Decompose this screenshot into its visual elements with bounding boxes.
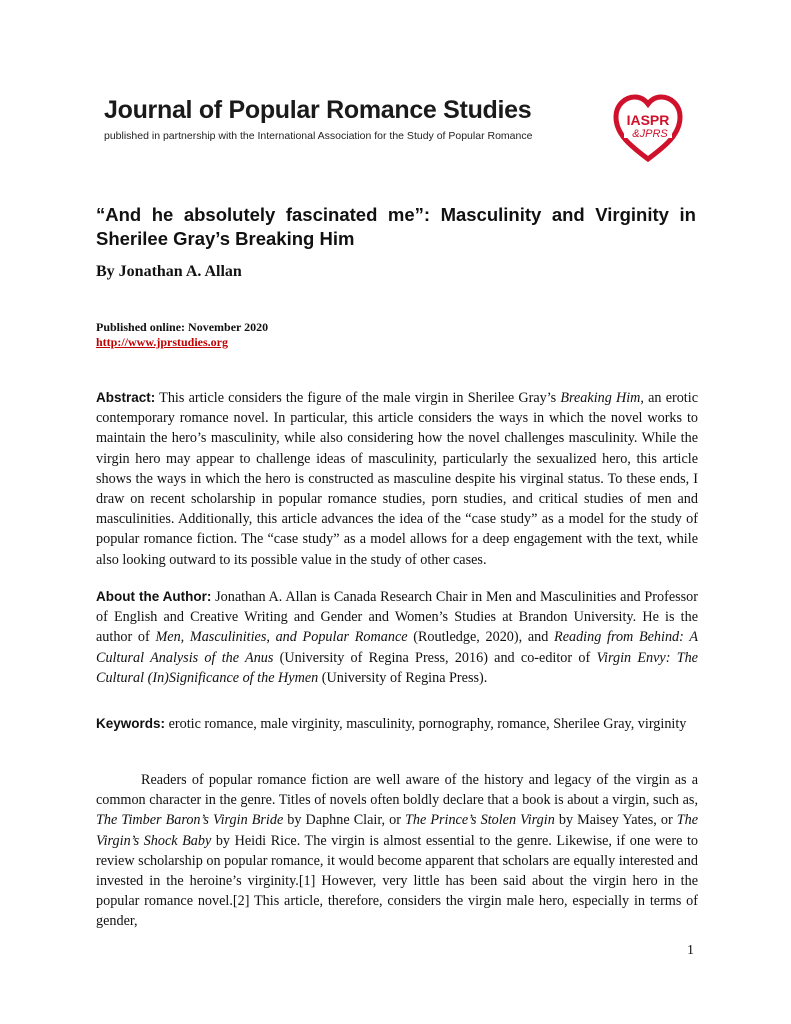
title-word: me”:	[387, 204, 431, 225]
body-text: by Daphne Clair, or	[283, 812, 405, 829]
title-word: in	[679, 204, 696, 225]
journal-title: Journal of Popular Romance Studies	[104, 96, 532, 124]
title-word: Masculinity	[440, 204, 542, 225]
body-text: by Heidi Rice. The virgin is almost essential to the genre. Likewise, if one were to review scholarship on popular romance, it would become apparent that scholars are equally interested and invested in the heroine’s virginity.[1] However, very little has been said about the virgin hero in the popular romance novel.[2] This article, therefore, considers the virgin male hero, especially in terms of gender,	[96, 832, 698, 930]
article-title-line-1	[96, 203, 696, 227]
logo-text-iaspr: IASPR	[626, 112, 670, 128]
about-text: (University of Regina Press).	[318, 669, 488, 686]
published-online-date: Published online: November 2020	[96, 320, 269, 334]
title-word: fascinated	[285, 204, 378, 225]
abstract-label: Abstract:	[96, 390, 156, 405]
body-book-title: The Timber Baron’s Virgin Bride	[96, 812, 284, 829]
keywords-text: erotic romance, male virginity, masculinity, pornography, romance, Sherilee Gray, virginity	[165, 716, 687, 732]
about-book-title: Reading from Behind: A Cultural Analysis of the Anus	[96, 629, 698, 666]
abstract-text: This article considers the figure of the male virgin in Sherilee Gray’s	[155, 390, 561, 406]
body-text: by Maisey Yates, or	[554, 812, 677, 829]
title-word: and	[551, 204, 585, 225]
logo-text-jprs: &JPRS	[632, 128, 668, 140]
body-text: Readers of popular romance fiction are well aware of the history and legacy of the virgin as a common character in the genre. Titles of novels often boldly declare that a book is about a virgin, such as,	[96, 772, 698, 809]
keywords-paragraph	[96, 714, 698, 734]
body-book-title: The Prince’s Stolen Virgin	[404, 812, 555, 829]
journal-subtitle: published in partnership with the International Association for the Study of Popular Romance	[104, 130, 533, 142]
about-book-title: Virgin Envy: The Cultural (In)Significance of the Hymen	[96, 649, 698, 686]
about-text: (Routledge, 2020), and	[407, 629, 555, 646]
title-word: absolutely	[183, 204, 276, 225]
body-paragraph	[96, 770, 698, 932]
about-author-label: About the Author:	[96, 589, 212, 604]
article-title	[96, 203, 696, 251]
abstract-paragraph	[96, 388, 698, 570]
about-author-paragraph	[96, 587, 698, 688]
article-title-line-2: Sherilee Gray’s Breaking Him	[96, 228, 355, 249]
abstract-book-title: Breaking Him	[560, 390, 641, 406]
about-text: (University of Regina Press, 2016) and co-editor of	[273, 649, 597, 666]
page-number: 1	[687, 943, 694, 958]
iaspr-jprs-logo	[612, 93, 684, 165]
about-book-title: Men, Masculinities, and Popular Romance	[155, 629, 408, 646]
about-text: Jonathan A. Allan is Canada Research Chair in Men and Masculinities and Professor of English and Creative Writing and Gender and Women’s Studies at Brandon University. He is the author of	[96, 589, 698, 646]
journal-url-link[interactable]: http://www.jprstudies.org	[96, 335, 229, 349]
heart-logo-icon	[612, 93, 684, 165]
title-word: “And	[96, 204, 142, 225]
keywords-label: Keywords:	[96, 716, 166, 731]
abstract-text: , an erotic contemporary romance novel. In particular, this article considers the ways in which the novel works to maintain the hero’s masculinity, while also considering how the novel challenges masculinity. While the virgin hero may appear to challenge ideas of masculinity, particularly the sexualized hero, this article shows the ways in which the hero is constructed as masculine despite his virginal status. To these ends, I draw on recent scholarship in popular romance studies, porn studies, and critical studies of men and masculinities. Additionally, this article advances the idea of the “case study” as a model for the study of popular romance fiction. The “case study” as a model allows for a deep engagement with the text, while also looking outward to its possible value in the study of other cases.	[96, 390, 698, 568]
author-byline: By Jonathan A. Allan	[96, 263, 242, 280]
title-word: Virginity	[595, 204, 669, 225]
body-book-title: The Virgin’s Shock Baby	[96, 812, 698, 849]
title-word: he	[151, 204, 174, 225]
